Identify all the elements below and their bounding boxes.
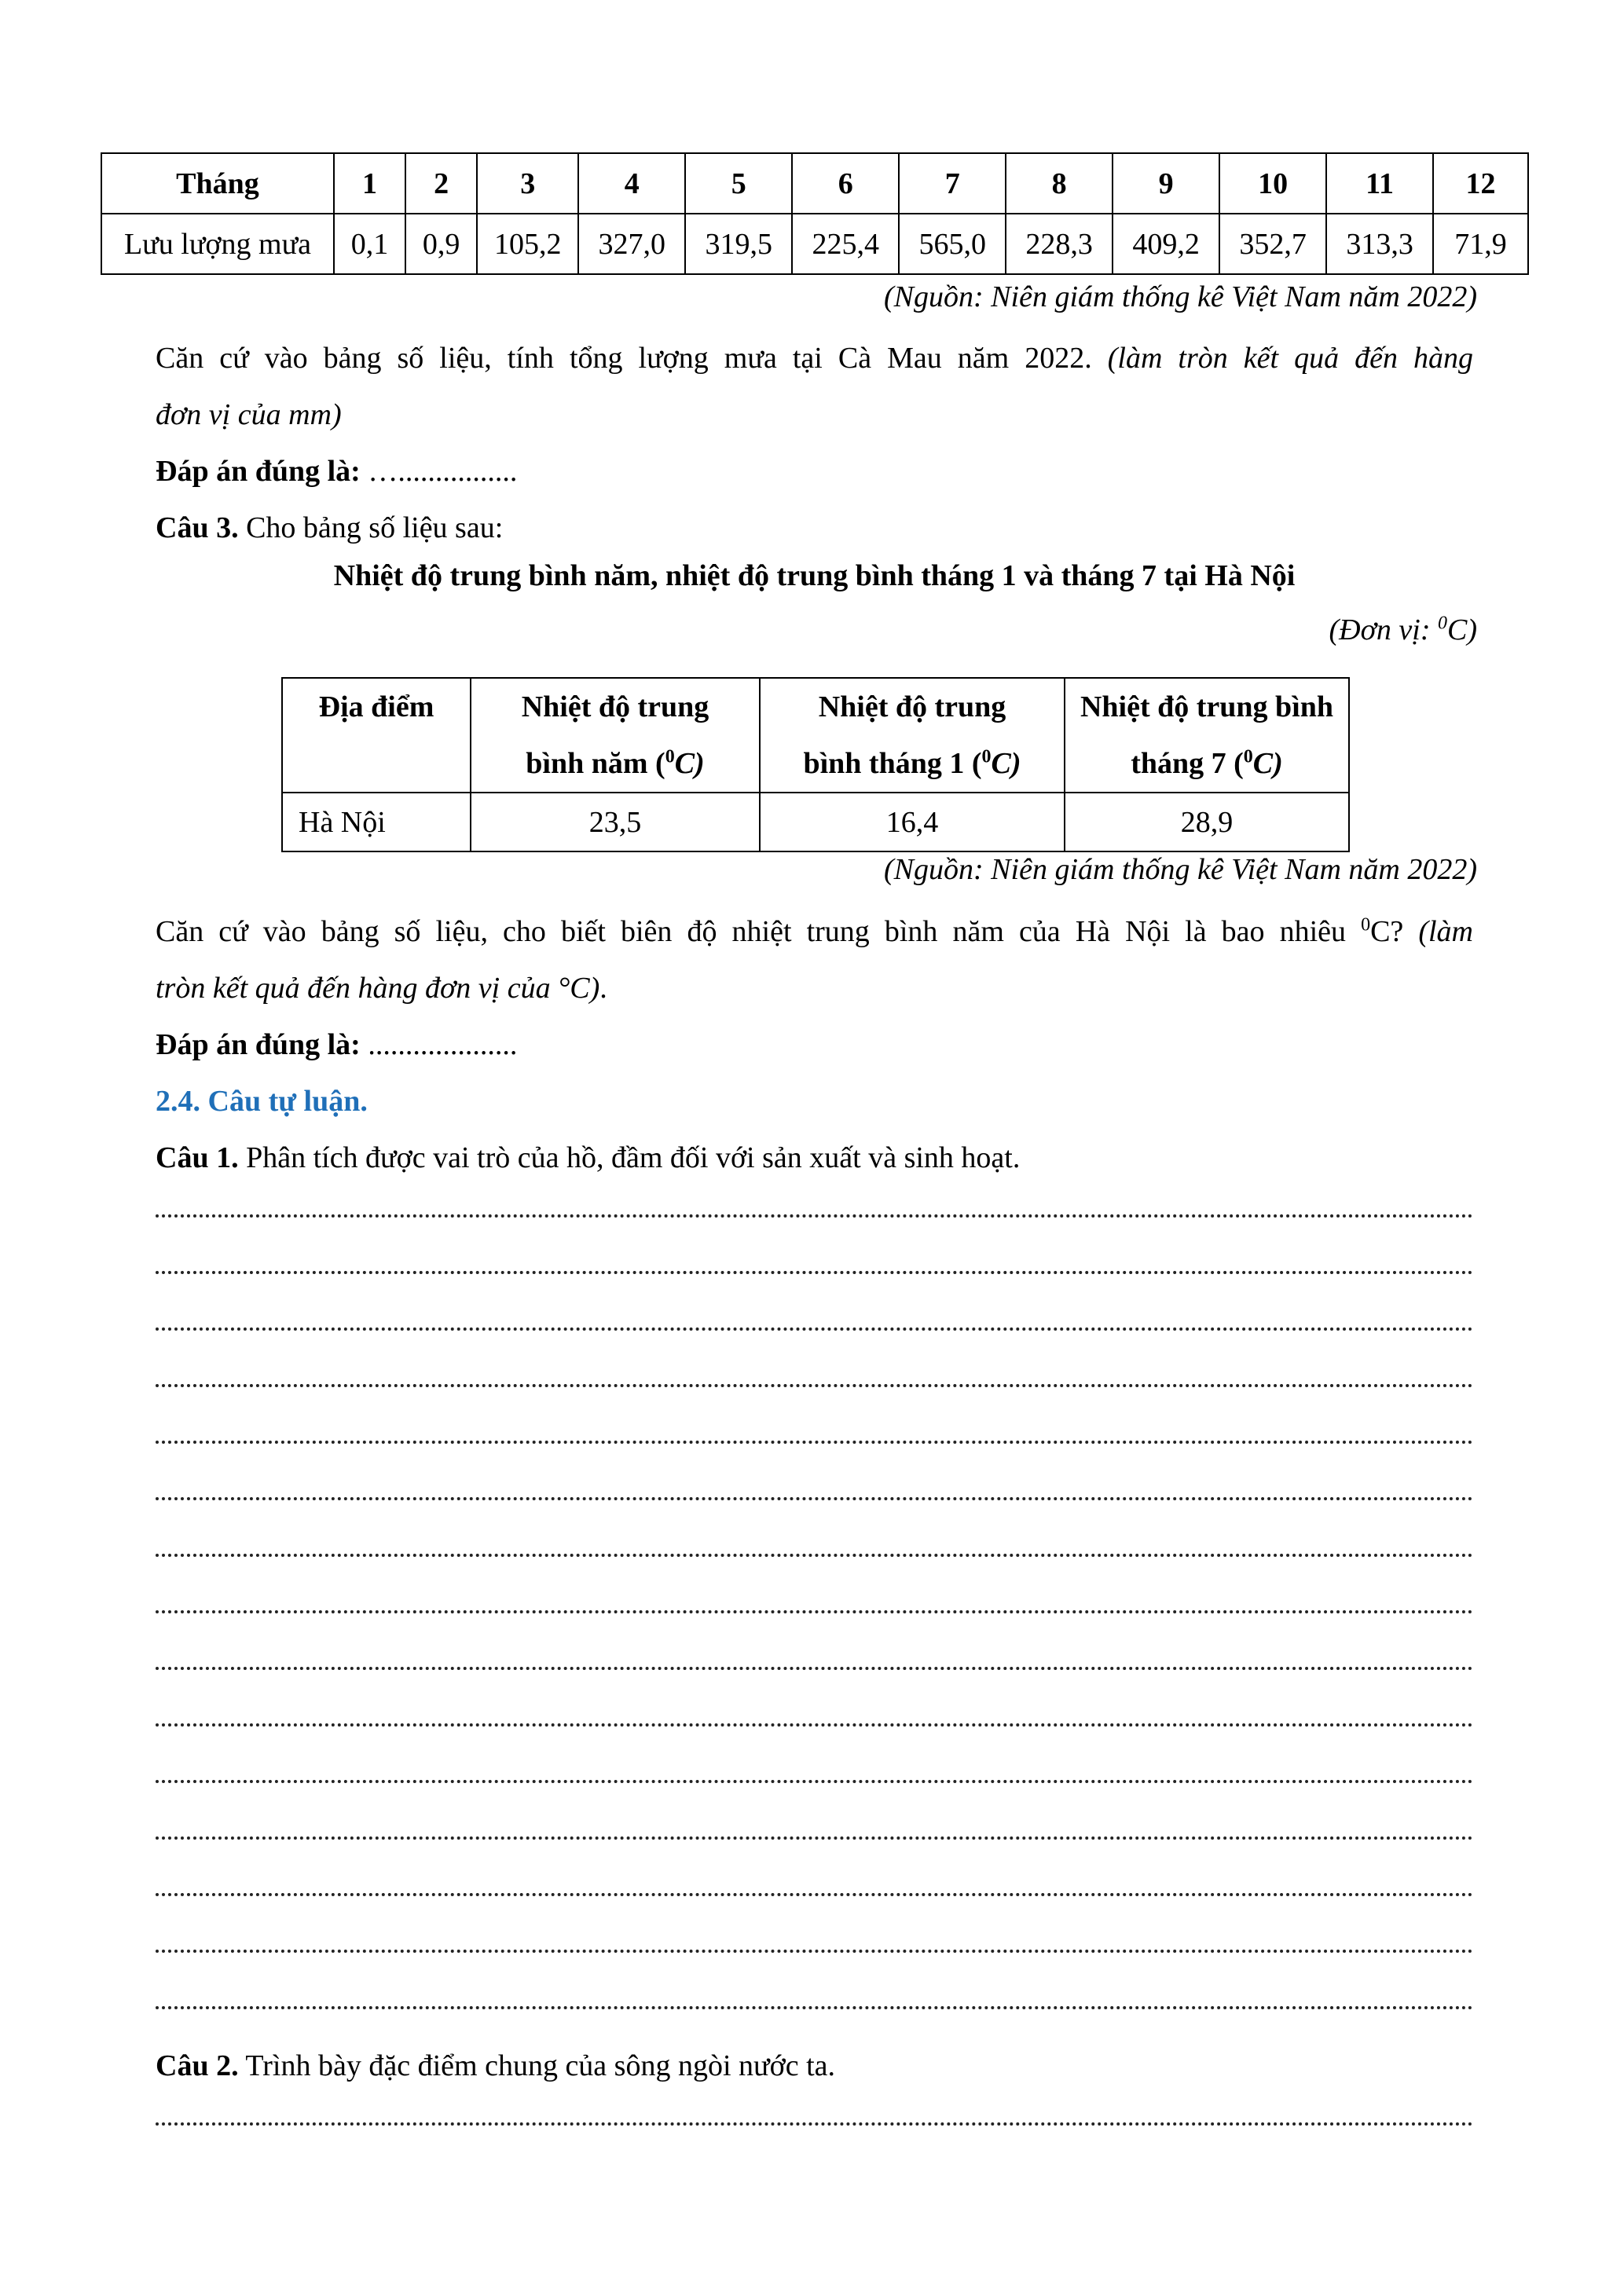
table-cell: Lưu lượng mưa xyxy=(101,214,334,274)
temperature-table-title: Nhiệt độ trung bình năm, nhiệt độ trung bình tháng 1 và tháng 7 tại Hà Nội xyxy=(333,559,1296,592)
q3-rounding-note-cont: tròn kết quả đến hàng đơn vị của °C) xyxy=(156,972,600,1005)
header-superscript: 0 xyxy=(1243,746,1253,767)
answer-line[interactable] xyxy=(156,1708,1473,1727)
table-header-cell xyxy=(760,678,1065,793)
answer-line[interactable] xyxy=(156,1821,1473,1840)
header-superscript: 0 xyxy=(665,746,675,767)
answer-blank: .................... xyxy=(368,1028,518,1061)
answer-line[interactable] xyxy=(156,1255,1473,1274)
temperature-unit-note xyxy=(1329,613,1477,647)
rainfall-table-header-row xyxy=(101,153,1528,214)
answer-line[interactable] xyxy=(156,1312,1473,1331)
question-label: Câu 1. xyxy=(156,1141,239,1174)
essay2-text: Trình bày đặc điểm chung của sông ngòi nước ta. xyxy=(245,2049,835,2082)
table-header-cell: 6 xyxy=(792,153,899,214)
temperature-table-data-row xyxy=(282,793,1349,851)
answer-line[interactable] xyxy=(156,2107,1473,2126)
answer-line[interactable] xyxy=(156,1990,1473,2009)
degree-superscript: 0 xyxy=(1361,914,1371,936)
q3-question-unit: C? xyxy=(1370,915,1404,948)
answer-blank: …................ xyxy=(368,455,518,488)
essay2-prompt xyxy=(156,2038,1473,2094)
header-unit: C) xyxy=(674,747,705,780)
q3-question-line1 xyxy=(156,903,1473,960)
table-cell: 0,9 xyxy=(405,214,477,274)
table-cell: 71,9 xyxy=(1433,214,1528,274)
table-cell: Hà Nội xyxy=(282,793,471,851)
table-cell: 225,4 xyxy=(792,214,899,274)
answer-line[interactable] xyxy=(156,1199,1473,1218)
unit-superscript: 0 xyxy=(1438,613,1447,634)
table-header-cell: 12 xyxy=(1433,153,1528,214)
temperature-table-header-row xyxy=(282,678,1349,793)
q3-question-text: Căn cứ vào bảng số liệu, cho biết biên độ nhiệt trung bình năm của Hà Nội là bao nhiêu xyxy=(156,915,1362,948)
q2-answer-line xyxy=(156,443,1473,500)
section-heading: 2.4. Câu tự luận. xyxy=(156,1085,368,1118)
table-cell: 228,3 xyxy=(1006,214,1113,274)
answer-line[interactable] xyxy=(156,1651,1473,1670)
q2-question-text: Căn cứ vào bảng số liệu, tính tổng lượng mưa tại Cà Mau năm 2022. xyxy=(156,342,1092,375)
table-header-cell: 1 xyxy=(334,153,405,214)
header-text: tháng 7 ( xyxy=(1131,747,1244,780)
question-label: Câu 2. xyxy=(156,2049,239,2082)
header-unit: C) xyxy=(991,747,1021,780)
answer-label: Đáp án đúng là: xyxy=(156,1028,361,1061)
table-cell: 28,9 xyxy=(1065,793,1349,851)
unit-suffix: C) xyxy=(1447,613,1477,646)
table-cell: 0,1 xyxy=(334,214,405,274)
table-header-cell: 4 xyxy=(578,153,685,214)
table-header-cell: 5 xyxy=(685,153,792,214)
table-cell: 327,0 xyxy=(578,214,685,274)
answer-line[interactable] xyxy=(156,1764,1473,1783)
rainfall-table xyxy=(101,152,1529,275)
temperature-source-note: (Nguồn: Niên giám thống kê Việt Nam năm 2022) xyxy=(884,853,1477,886)
rainfall-table-data-row xyxy=(101,214,1528,274)
answer-line[interactable] xyxy=(156,1934,1473,1953)
q2-question-line1 xyxy=(156,330,1473,386)
table-header-cell: 8 xyxy=(1006,153,1113,214)
q3-rounding-note: (làm xyxy=(1418,915,1473,948)
answer-line[interactable] xyxy=(156,1595,1473,1613)
table-header-cell: Tháng xyxy=(101,153,334,214)
table-header-cell: Địa điểm xyxy=(282,678,471,793)
unit-prefix: (Đơn vị: xyxy=(1329,613,1438,646)
essay1-prompt xyxy=(156,1130,1473,1186)
q3-question-end: . xyxy=(599,972,607,1005)
table-header-cell: 7 xyxy=(899,153,1006,214)
answer-line[interactable] xyxy=(156,1877,1473,1896)
answer-line[interactable] xyxy=(156,1368,1473,1387)
table-header-cell: 10 xyxy=(1219,153,1326,214)
table-cell: 352,7 xyxy=(1219,214,1326,274)
table-header-cell: 11 xyxy=(1326,153,1433,214)
answer-line[interactable] xyxy=(156,1425,1473,1444)
table-cell: 409,2 xyxy=(1113,214,1219,274)
header-superscript: 0 xyxy=(981,746,992,767)
table-cell: 23,5 xyxy=(471,793,760,851)
essay1-text: Phân tích được vai trò của hồ, đầm đối với sản xuất và sinh hoạt. xyxy=(246,1141,1021,1174)
temperature-table xyxy=(281,677,1350,852)
table-header-cell: 9 xyxy=(1113,153,1219,214)
table-cell: 105,2 xyxy=(477,214,578,274)
header-text: Nhiệt độ trung xyxy=(521,690,709,723)
table-header-cell: 3 xyxy=(477,153,578,214)
header-text: bình tháng 1 ( xyxy=(803,747,982,780)
q3-answer-line xyxy=(156,1016,1473,1073)
table-header-cell xyxy=(1065,678,1349,793)
rainfall-source-note: (Nguồn: Niên giám thống kê Việt Nam năm 2022) xyxy=(884,280,1477,313)
header-text: bình năm ( xyxy=(526,747,665,780)
q3-question-line2 xyxy=(156,960,1473,1016)
header-unit: C) xyxy=(1252,747,1283,780)
table-cell: 313,3 xyxy=(1326,214,1433,274)
answer-line[interactable] xyxy=(156,1538,1473,1557)
table-cell: 565,0 xyxy=(899,214,1006,274)
table-cell: 16,4 xyxy=(760,793,1065,851)
table-header-cell xyxy=(471,678,760,793)
q3-intro-line xyxy=(156,500,1473,556)
q2-rounding-note-cont: đơn vị của mm) xyxy=(156,398,342,431)
header-text: Nhiệt độ trung bình xyxy=(1080,690,1334,723)
header-text: Nhiệt độ trung xyxy=(818,690,1006,723)
answer-label: Đáp án đúng là: xyxy=(156,455,361,488)
q3-intro: Cho bảng số liệu sau: xyxy=(246,511,504,544)
q2-rounding-note: (làm tròn kết quả đến hàng xyxy=(1107,342,1474,375)
table-header-cell: 2 xyxy=(405,153,477,214)
answer-line[interactable] xyxy=(156,1481,1473,1500)
table-cell: 319,5 xyxy=(685,214,792,274)
question-label: Câu 3. xyxy=(156,511,239,544)
